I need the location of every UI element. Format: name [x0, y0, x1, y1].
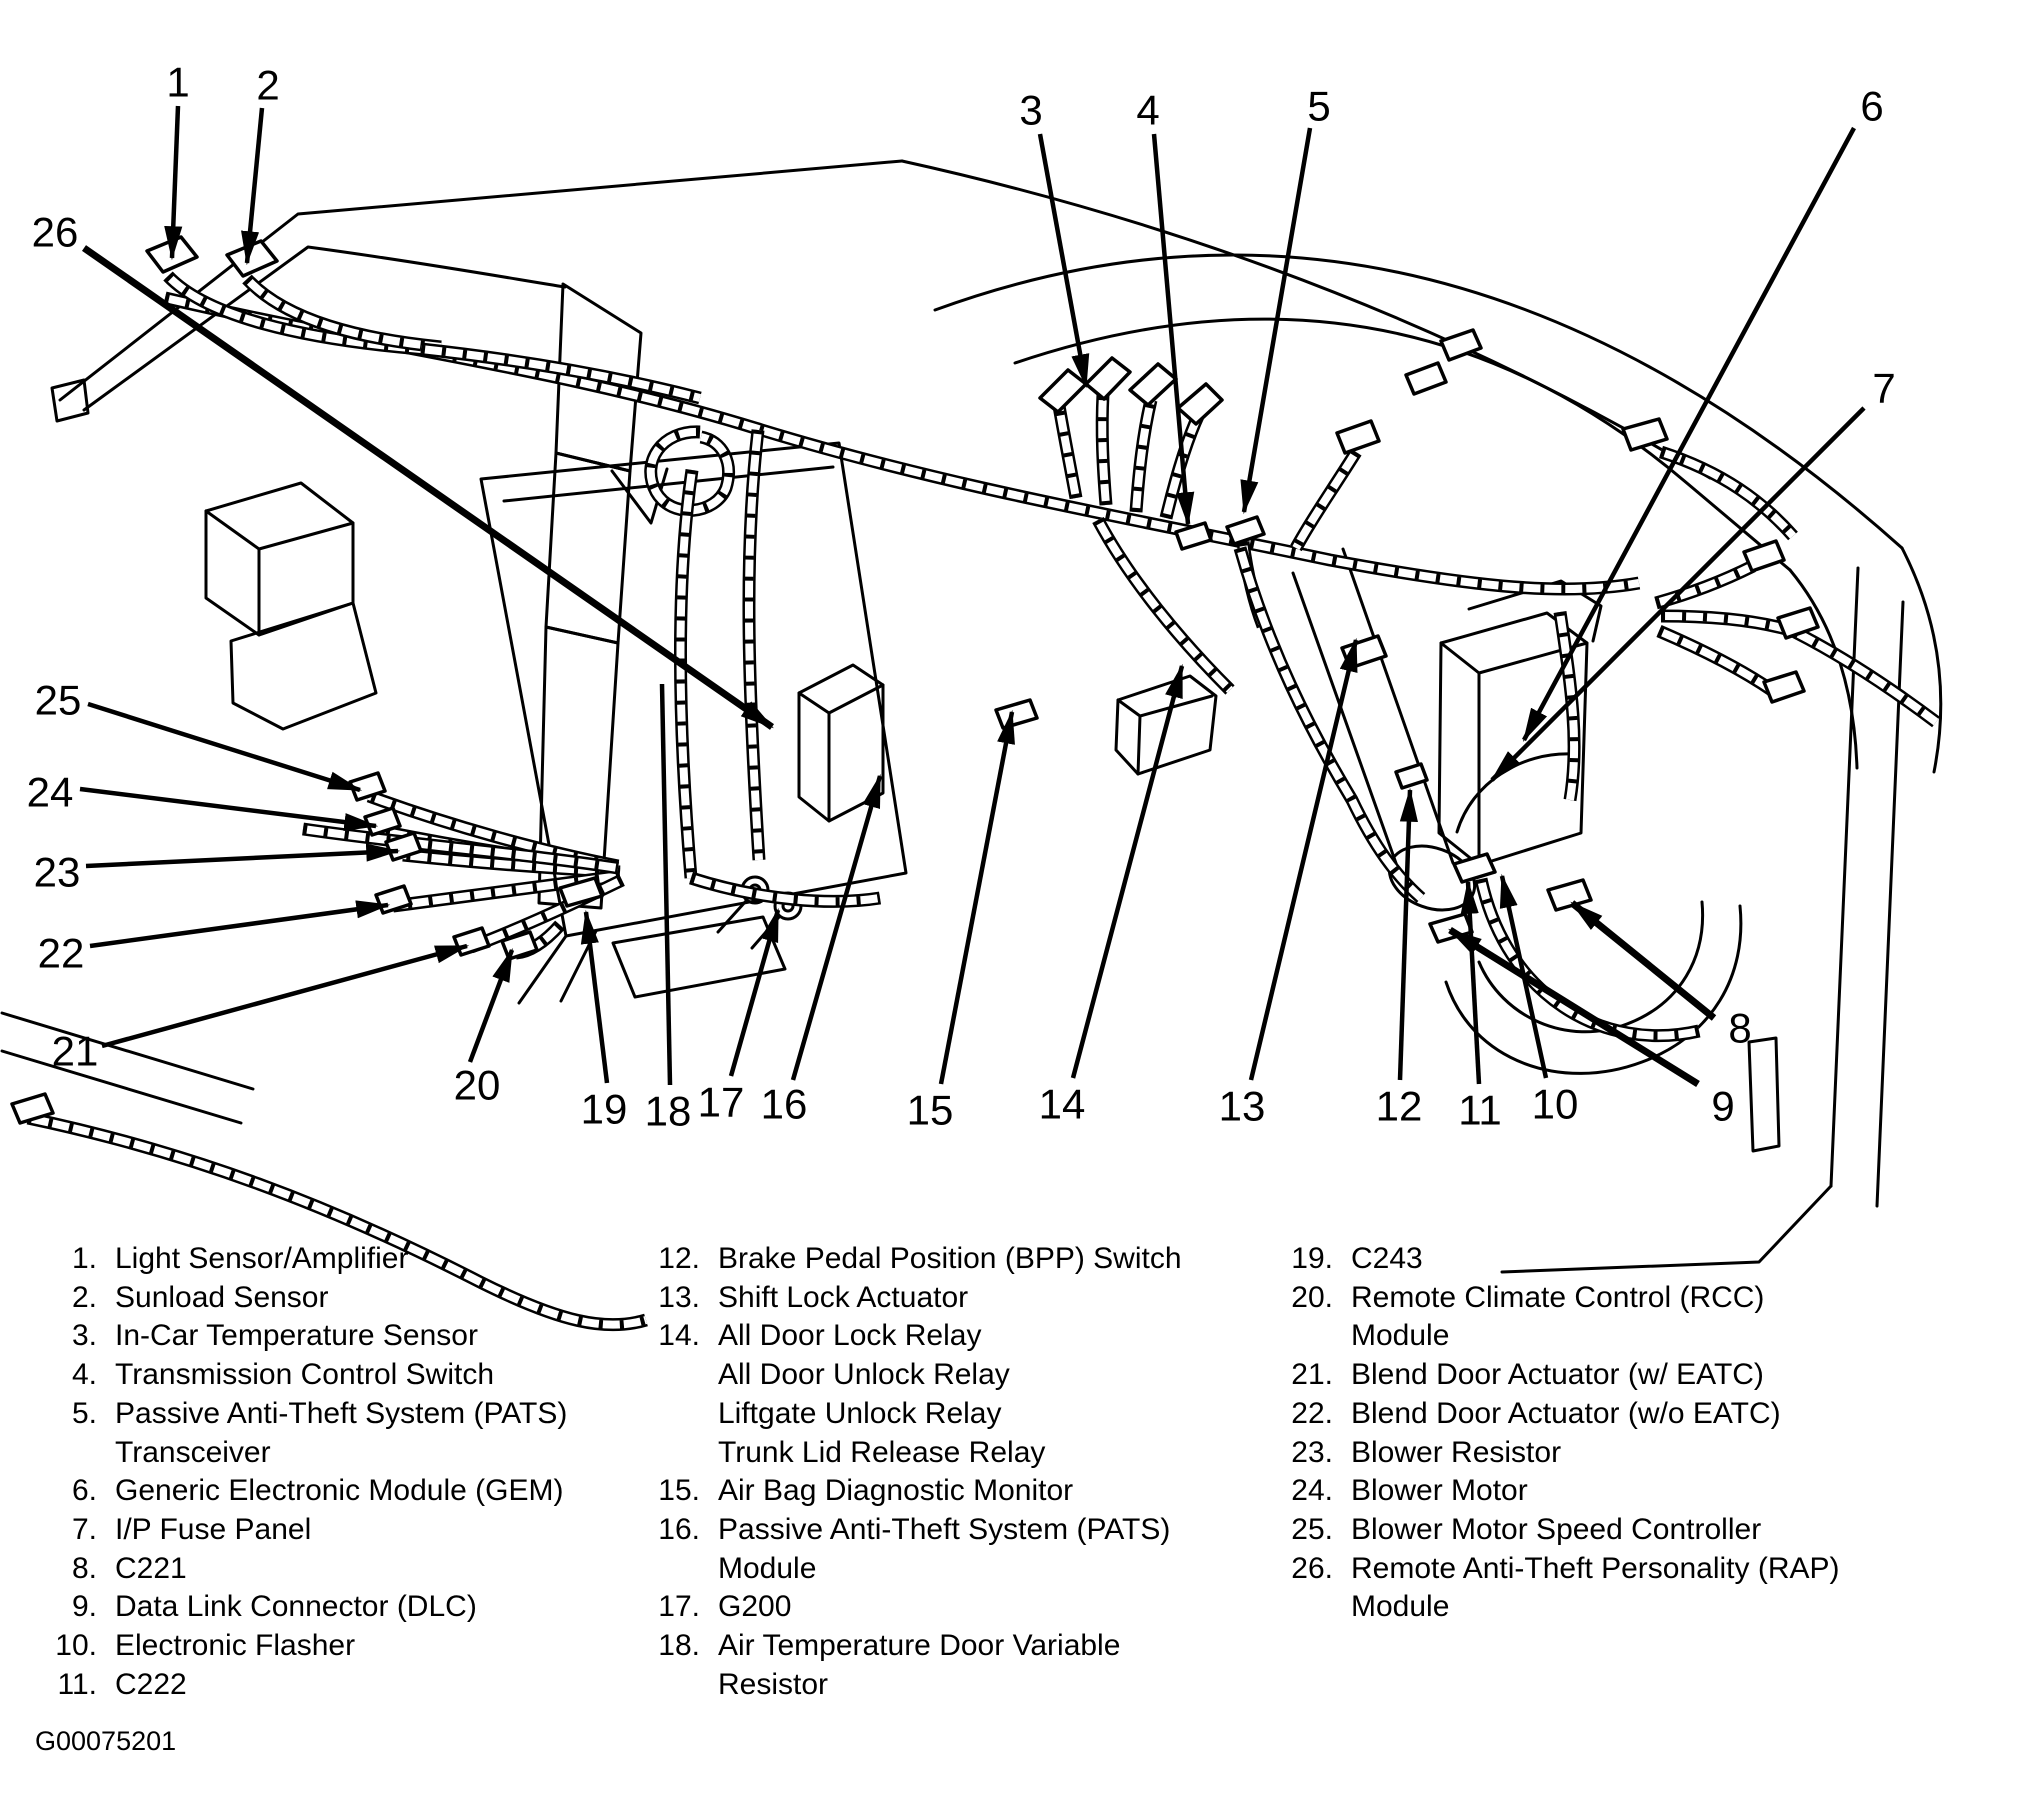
callout-5-number: 5	[1307, 82, 1331, 130]
legend-item-12	[640, 1240, 1182, 1279]
callout-13-number: 13	[1218, 1082, 1266, 1130]
legend-item-text: Brake Pedal Position (BPP) Switch	[718, 1242, 1182, 1275]
callout-7-number: 7	[1872, 364, 1896, 412]
legend-item-text: C221	[115, 1551, 187, 1585]
legend-item-number: 20.	[1291, 1280, 1333, 1314]
legend-item-3	[37, 1317, 567, 1356]
callout-4-leader-line	[1154, 134, 1188, 524]
callout-22-number: 22	[37, 929, 85, 977]
callout-12-leader-line	[1400, 790, 1410, 1080]
legend-item-number: 6.	[71, 1474, 97, 1508]
legend-item-number: 14.	[658, 1319, 700, 1353]
legend-item-text: Transmission Control Switch	[115, 1358, 494, 1392]
legend-item-number: 9.	[71, 1590, 97, 1624]
legend-item-18	[640, 1627, 1182, 1704]
callout-12-number: 12	[1375, 1082, 1423, 1130]
legend-item-number: 17.	[658, 1590, 700, 1624]
callout-24-leader-line	[80, 789, 376, 826]
callout-14-number: 14	[1038, 1080, 1086, 1128]
callout-2-number: 2	[256, 61, 280, 109]
legend-item-number: 19.	[1291, 1242, 1333, 1275]
legend-item-number: 26.	[1291, 1551, 1333, 1585]
legend-item-number: 11.	[57, 1667, 97, 1701]
callout-1-number: 1	[166, 58, 190, 106]
airbag-monitor-box	[799, 665, 883, 821]
harness-artwork	[2, 161, 1941, 1325]
callout-26-number: 26	[31, 208, 79, 256]
legend-item-text: Light Sensor/Amplifier	[115, 1242, 409, 1275]
legend-item-25	[1273, 1511, 1840, 1550]
legend-item-14	[640, 1317, 1182, 1472]
legend-item-number: 7.	[71, 1512, 97, 1546]
callout-11-leader-line	[1468, 882, 1479, 1084]
harness-tube-segment	[1661, 452, 1793, 536]
callout-25-leader-line	[88, 704, 360, 790]
legend-item-number: 8.	[71, 1551, 97, 1585]
callout-26-leader-line	[84, 248, 772, 727]
legend-item-text: Blower Motor	[1351, 1474, 1528, 1508]
legend-item-15	[640, 1472, 1182, 1511]
legend-item-number: 2.	[71, 1280, 97, 1314]
callout-17-leader-line	[731, 910, 778, 1076]
legend-item-text: Shift Lock Actuator	[718, 1280, 969, 1314]
legend-item-1	[37, 1240, 567, 1279]
callout-18-leader-line	[662, 684, 670, 1085]
legend-item-19	[1273, 1240, 1840, 1279]
legend-item-13	[640, 1279, 1182, 1318]
callout-19-number: 19	[580, 1085, 628, 1133]
legend-item-17	[640, 1588, 1182, 1627]
callout-21-number: 21	[51, 1027, 99, 1075]
callout-15-number: 15	[906, 1086, 954, 1134]
legend-item-16	[640, 1511, 1182, 1588]
callout-14-leader-line	[1073, 666, 1182, 1078]
callout-4-number: 4	[1136, 86, 1160, 134]
callout-22-leader-line	[90, 905, 388, 946]
harness-tube-segment	[1296, 452, 1356, 548]
callout-10-number: 10	[1531, 1080, 1579, 1128]
legend-item-number: 1.	[71, 1242, 97, 1275]
harness-tube-segment	[1102, 394, 1106, 505]
legend-item-text: Air Temperature Door Variable Resistor	[718, 1629, 1121, 1701]
figure-code: G00075201	[35, 1726, 177, 1756]
legend-item-26	[1273, 1550, 1840, 1627]
legend-item-5	[37, 1395, 567, 1472]
legend-item-number: 10.	[55, 1629, 97, 1663]
harness-tube-segment	[247, 279, 441, 347]
legend-item-number: 3.	[71, 1319, 97, 1353]
legend-item-number: 23.	[1291, 1435, 1333, 1469]
legend-item-8	[37, 1550, 567, 1589]
legend-item-6	[37, 1472, 567, 1511]
legend-item-text: C243	[1351, 1242, 1423, 1275]
callout-labels	[27, 59, 1896, 1135]
callout-21-leader-line	[102, 946, 467, 1046]
callout-8-number: 8	[1728, 1004, 1752, 1052]
callout-16-leader-line	[793, 776, 880, 1080]
legend-item-2	[37, 1279, 567, 1318]
callout-25-number: 25	[34, 676, 82, 724]
callout-19-leader-line	[586, 912, 607, 1083]
callout-17-number: 17	[697, 1078, 745, 1126]
callout-9-number: 9	[1711, 1082, 1735, 1130]
legend-item-23	[1273, 1434, 1840, 1473]
callout-16-number: 16	[760, 1080, 808, 1128]
legend-item-text: Passive Anti-Theft System (PATS) Transceiver	[115, 1396, 568, 1469]
legend-column-1	[37, 1240, 567, 1704]
legend-item-text: Blend Door Actuator (w/o EATC)	[1351, 1396, 1781, 1430]
legend-item-text: Remote Anti-Theft Personality (RAP) Module	[1351, 1551, 1840, 1624]
legend-item-number: 16.	[658, 1512, 700, 1546]
legend-item-text: Air Bag Diagnostic Monitor	[718, 1474, 1074, 1508]
legend-item-number: 22.	[1291, 1396, 1333, 1430]
legend-item-text: Data Link Connector (DLC)	[115, 1590, 477, 1624]
callout-23-leader-line	[86, 851, 398, 866]
legend-item-number: 15.	[658, 1474, 700, 1508]
legend-item-text: Electronic Flasher	[115, 1629, 356, 1663]
harness-tube-segment	[1481, 879, 1699, 1036]
callout-10-leader-line	[1502, 876, 1546, 1078]
callout-15-leader-line	[941, 712, 1012, 1084]
legend-item-text: Remote Climate Control (RCC) Module	[1351, 1280, 1765, 1353]
legend-item-text: Blend Door Actuator (w/ EATC)	[1351, 1358, 1764, 1392]
legend-item-number: 13.	[658, 1280, 700, 1314]
legend-item-22	[1273, 1395, 1840, 1434]
callout-1-leader-line	[172, 106, 178, 258]
callout-11-number: 11	[1458, 1086, 1502, 1134]
callout-23-number: 23	[33, 848, 81, 896]
legend-item-20	[1273, 1279, 1840, 1356]
callout-20-number: 20	[453, 1061, 501, 1109]
legend-item-number: 25.	[1291, 1512, 1333, 1546]
legend-item-number: 18.	[658, 1629, 700, 1663]
harness-tube-segment	[1656, 566, 1753, 603]
legend-item-number: 5.	[71, 1396, 97, 1430]
harness-tube-segment	[1240, 548, 1421, 898]
legend-item-text: C222	[115, 1667, 187, 1701]
harness-tube-segment	[1240, 548, 1421, 898]
callout-6-number: 6	[1860, 82, 1884, 130]
legend-item-text: Generic Electronic Module (GEM)	[115, 1474, 564, 1508]
legend-item-number: 4.	[71, 1358, 97, 1392]
legend-item-text: G200	[718, 1590, 792, 1624]
legend-item-11	[37, 1666, 567, 1705]
legend-item-7	[37, 1511, 567, 1550]
legend-item-10	[37, 1627, 567, 1666]
legend-item-text: Passive Anti-Theft System (PATS) Module	[718, 1512, 1171, 1585]
legend-item-text: In-Car Temperature Sensor	[115, 1319, 478, 1353]
callout-18-number: 18	[644, 1087, 692, 1135]
callout-3-number: 3	[1019, 86, 1043, 134]
legend-item-number: 21.	[1291, 1358, 1333, 1392]
legend-item-number: 12.	[658, 1242, 700, 1275]
legend-column-2	[640, 1240, 1182, 1704]
legend-item-text: I/P Fuse Panel	[115, 1512, 312, 1546]
legend-item-4	[37, 1356, 567, 1395]
callout-20-leader-line	[470, 950, 512, 1062]
callout-24-number: 24	[26, 768, 74, 816]
legend-item-9	[37, 1588, 567, 1627]
legend-item-number: 24.	[1291, 1474, 1333, 1508]
legend-item-text: All Door Lock Relay All Door Unlock Relay Liftgate Unlock Relay Trunk Lid Release Relay	[718, 1319, 1046, 1469]
harness-tube-segment	[1240, 548, 1421, 898]
legend-item-21	[1273, 1356, 1840, 1395]
legend-column-3	[1273, 1240, 1840, 1627]
legend-item-text: Blower Motor Speed Controller	[1351, 1512, 1762, 1546]
legend-item-24	[1273, 1472, 1840, 1511]
legend-item-text: Blower Resistor	[1351, 1435, 1562, 1469]
legend-item-text: Sunload Sensor	[115, 1280, 329, 1314]
